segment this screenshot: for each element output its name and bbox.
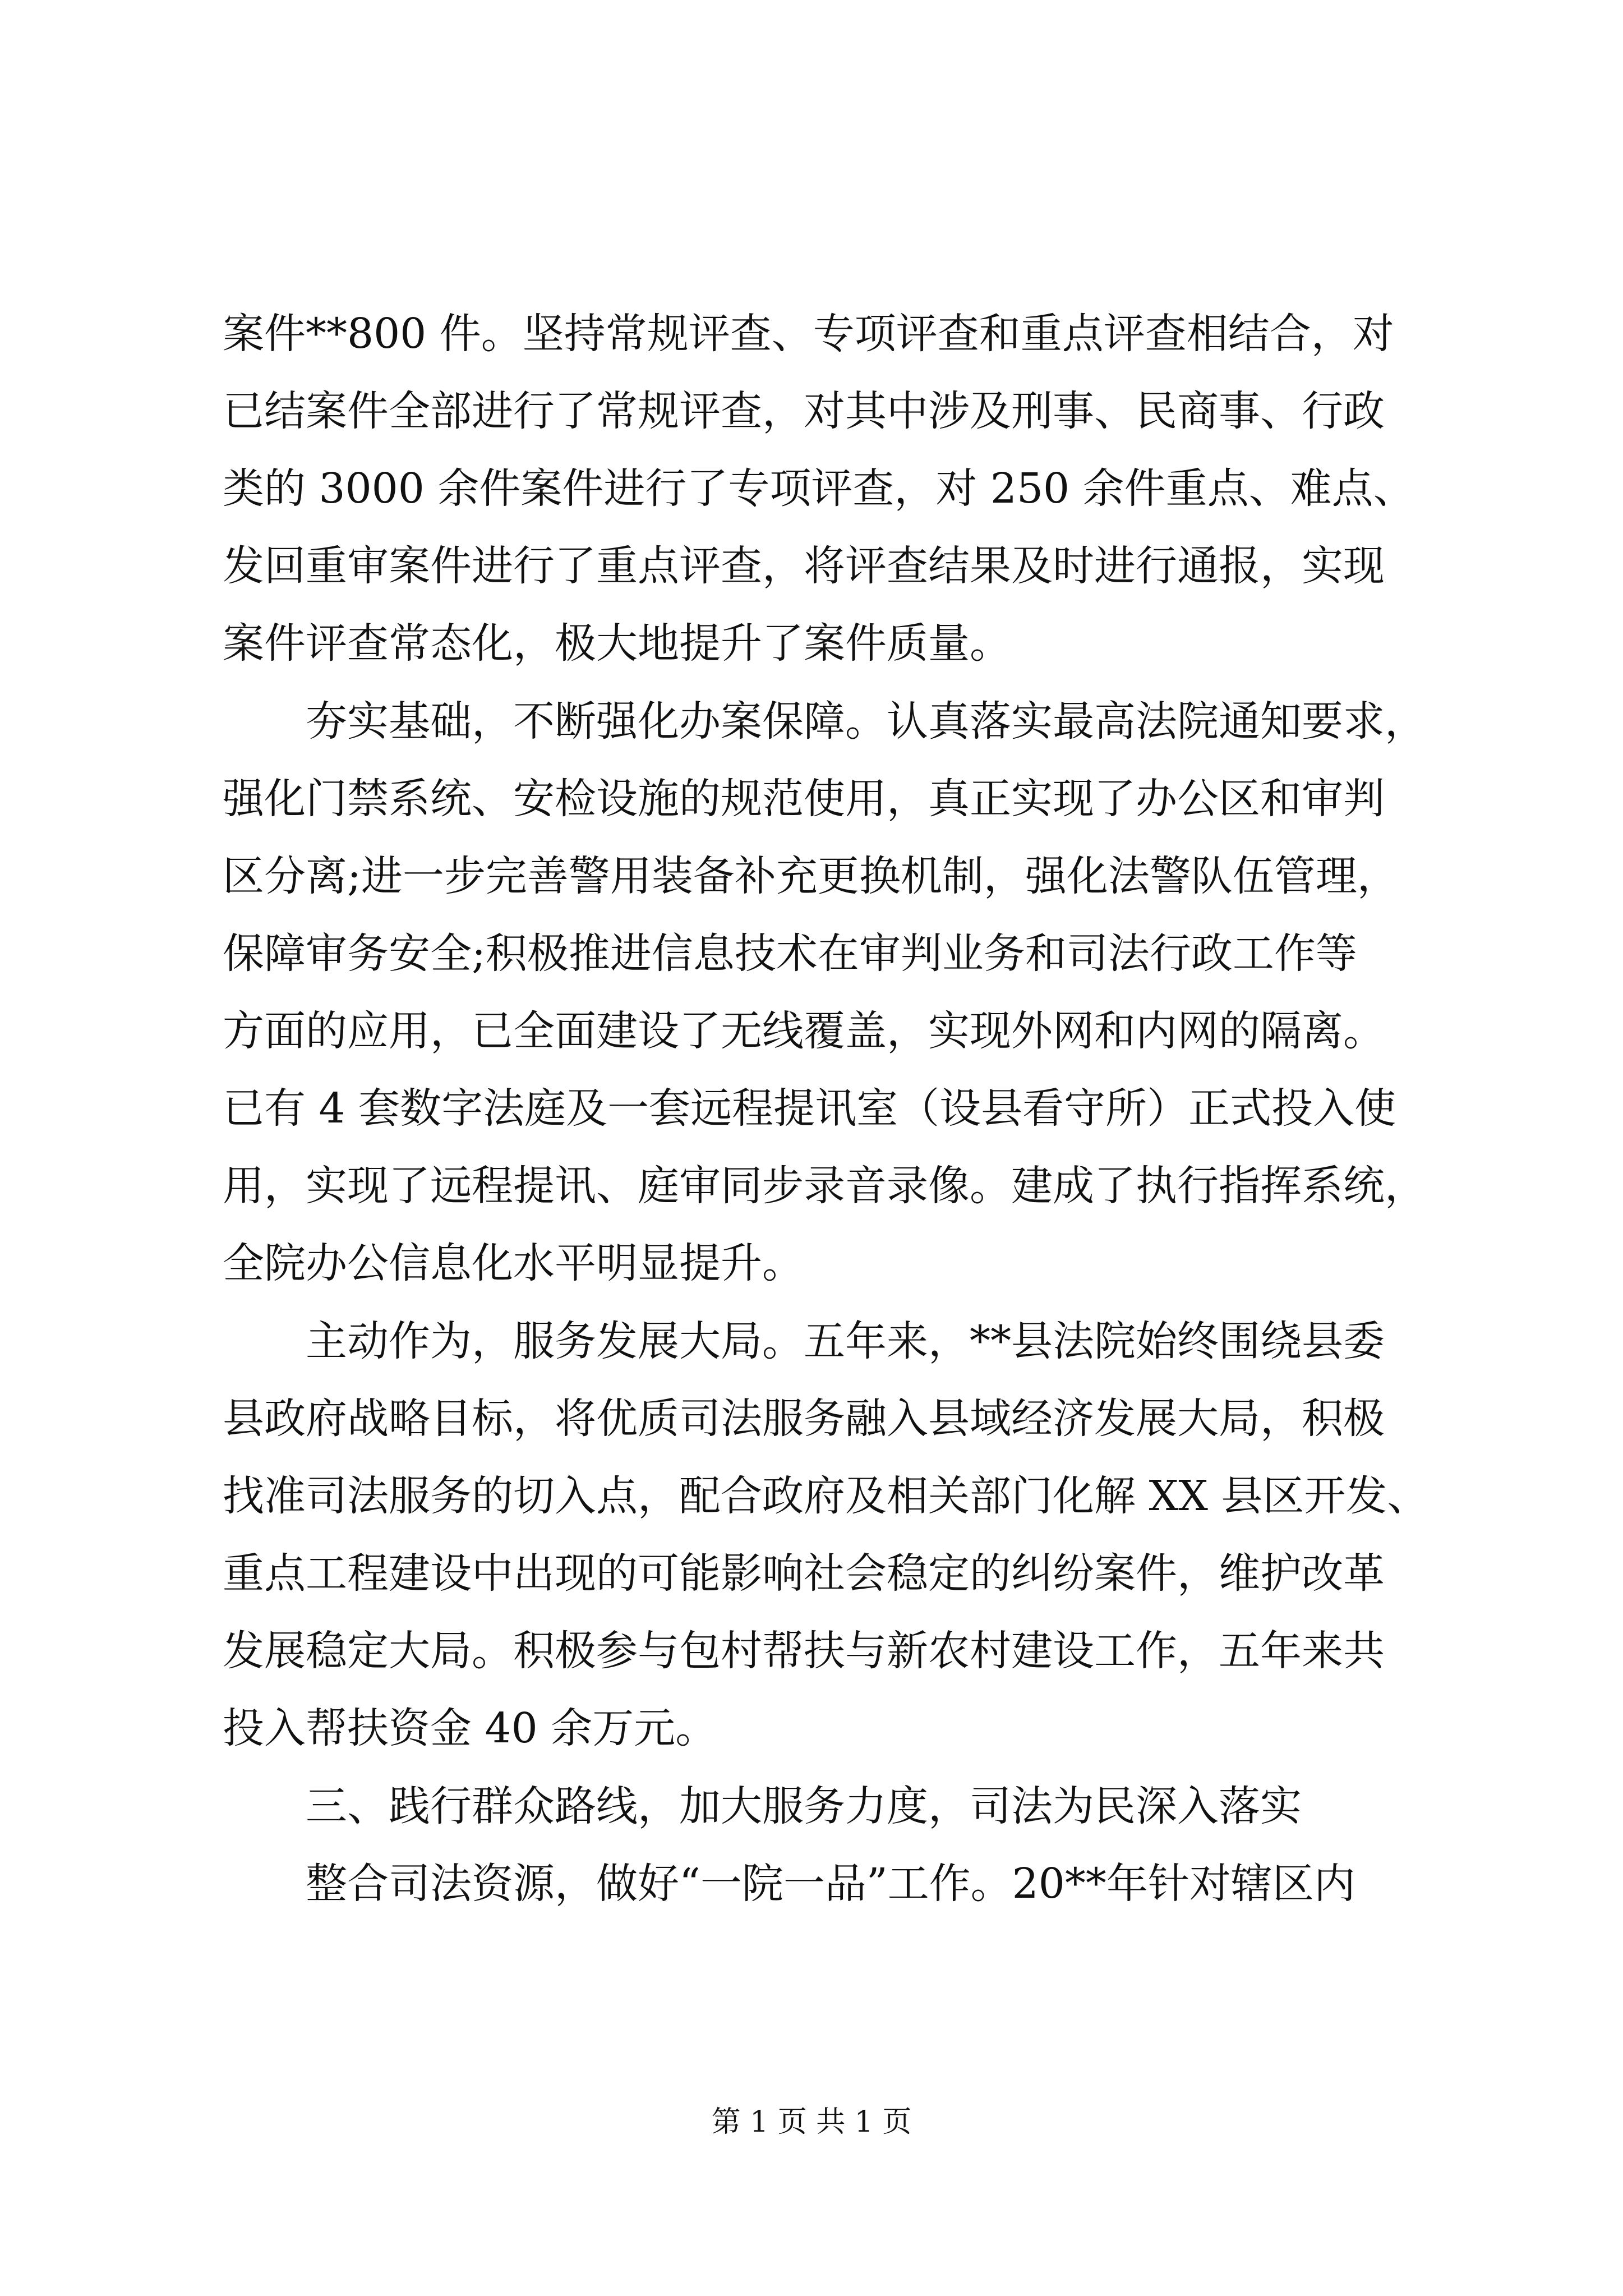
paragraph-line: 区分离;进一步完善警用装备补充更换机制，强化法警队伍管理， (223, 852, 1399, 900)
paragraph-line: 整合司法资源，做好“一院一品”工作。20**年针对辖区内 (306, 1860, 1355, 1908)
paragraph-line: 主动作为，服务发展大局。五年来，**县法院始终围绕县委 (306, 1317, 1385, 1365)
paragraph-line: 投入帮扶资金 40 余万元。 (223, 1704, 717, 1752)
section-heading: 三、践行群众路线，加大服务力度，司法为民深入落实 (306, 1782, 1302, 1830)
paragraph-line: 保障审务安全;积极推进信息技术在审判业务和司法行政工作等 (223, 930, 1357, 978)
paragraph-line: 方面的应用，已全面建设了无线覆盖，实现外网和内网的隔离。 (223, 1007, 1385, 1055)
paragraph-line: 强化门禁系统、安检设施的规范使用，真正实现了办公区和审判 (223, 775, 1385, 823)
paragraph-line: 找准司法服务的切入点，配合政府及相关部门化解 XX 县区开发、 (223, 1472, 1429, 1520)
paragraph-line: 县政府战略目标，将优质司法服务融入县域经济发展大局，积极 (223, 1395, 1385, 1443)
page-footer: 第 1 页 共 1 页 (711, 2105, 912, 2139)
paragraph-line: 全院办公信息化水平明显提升。 (223, 1239, 804, 1287)
paragraph-line: 类的 3000 余件案件进行了专项评查，对 250 余件重点、难点、 (223, 464, 1415, 513)
paragraph-line: 已有 4 套数字法庭及一套远程提讯室（设县看守所）正式投入使 (223, 1084, 1396, 1133)
paragraph-line: 用，实现了远程提讯、庭审同步录音录像。建成了执行指挥系统， (223, 1162, 1426, 1210)
paragraph-line: 重点工程建设中出现的可能影响社会稳定的纠纷案件，维护改革 (223, 1549, 1385, 1598)
paragraph-line: 夯实基础，不断强化办案保障。认真落实最高法院通知要求， (306, 697, 1426, 746)
paragraph-line: 已结案件全部进行了常规评查，对其中涉及刑事、民商事、行政 (223, 387, 1385, 435)
paragraph-line: 案件**800 件。坚持常规评查、专项评查和重点评查相结合，对 (223, 310, 1394, 358)
paragraph-line: 案件评查常态化，极大地提升了案件质量。 (223, 619, 1011, 668)
paragraph-line: 发展稳定大局。积极参与包村帮扶与新农村建设工作，五年来共 (223, 1627, 1385, 1675)
paragraph-line: 发回重审案件进行了重点评查，将评查结果及时进行通报，实现 (223, 542, 1385, 590)
